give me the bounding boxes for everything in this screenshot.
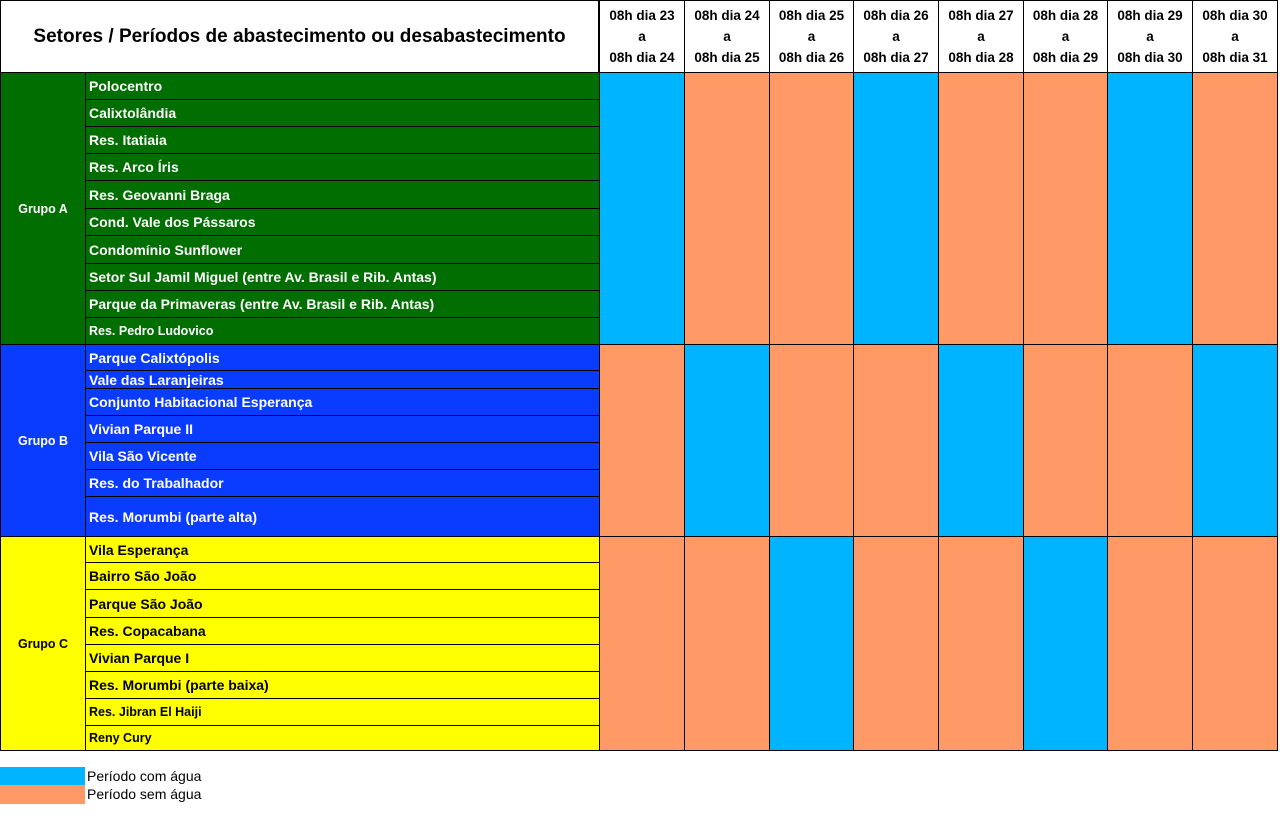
- sector-name-text: Res. Morumbi (parte baixa): [89, 677, 269, 693]
- status-sem-agua: [1023, 344, 1108, 537]
- status-com-agua: [1023, 536, 1108, 751]
- period-end: 08h dia 30: [1117, 50, 1183, 65]
- sector-name-text: Parque São João: [89, 595, 203, 612]
- sector-name: [85, 153, 600, 181]
- status-sem-agua: [599, 344, 685, 537]
- sector-name-text: Parque Calixtópolis: [89, 349, 220, 366]
- sector-name-text: Res. Morumbi (parte alta): [89, 508, 258, 525]
- period-end: 08h dia 31: [1202, 50, 1268, 65]
- status-sem-agua: [1023, 72, 1108, 345]
- period-end: 08h dia 27: [863, 50, 929, 65]
- status-sem-agua: [1107, 344, 1193, 537]
- sector-name: [85, 290, 600, 318]
- sector-name-text: Bairro São João: [89, 568, 197, 584]
- sector-name-text: Reny Cury: [89, 731, 152, 745]
- status-sem-agua: [769, 72, 854, 345]
- sector-name-text: Calixtolândia: [89, 105, 177, 121]
- status-sem-agua: [684, 536, 770, 751]
- period-header-4: [853, 0, 939, 73]
- status-com-agua: [684, 344, 770, 537]
- sector-name-text: Res. Jibran El Haiji: [89, 705, 202, 719]
- sector-name: [85, 469, 600, 497]
- status-com-agua: [853, 72, 939, 345]
- period-separator: a: [638, 29, 646, 44]
- sector-name-text: Res. Copacabana: [89, 623, 206, 639]
- sector-name-text: Res. Arco Íris: [89, 159, 179, 175]
- sector-name: [85, 180, 600, 209]
- group-label-text: Grupo C: [18, 636, 68, 651]
- sector-name-text: Vila São Vicente: [89, 448, 197, 464]
- sector-name: [85, 671, 600, 699]
- status-com-agua: [1192, 344, 1278, 537]
- sector-name-text: Conjunto Habitacional Esperança: [89, 394, 313, 410]
- sector-name-text: Setor Sul Jamil Miguel (entre Av. Brasil e Rib. Antas): [89, 269, 437, 285]
- sector-name: [85, 72, 600, 100]
- status-sem-agua: [853, 344, 939, 537]
- period-header-2: [684, 0, 770, 73]
- legend-swatch-sem: [0, 785, 85, 804]
- sector-name: [85, 562, 600, 590]
- status-com-agua: [1107, 72, 1193, 345]
- sector-name-text: Vivian Parque I: [89, 650, 190, 666]
- period-header-1: [599, 0, 685, 73]
- legend-label: Período sem água: [87, 786, 202, 802]
- sector-name-text: Vila Esperança: [89, 541, 189, 558]
- sector-name-text: Res. Geovanni Braga: [89, 186, 230, 203]
- status-com-agua: [599, 72, 685, 345]
- period-header-6: [1023, 0, 1108, 73]
- status-sem-agua: [684, 72, 770, 345]
- period-start: 08h dia 26: [863, 8, 929, 23]
- sector-name-text: Condomínio Sunflower: [89, 241, 243, 258]
- sector-name: [85, 263, 600, 291]
- sector-name-text: Cond. Vale dos Pássaros: [89, 214, 256, 230]
- group-label-text: Grupo B: [18, 433, 68, 448]
- status-com-agua: [769, 536, 854, 751]
- period-separator: a: [892, 29, 900, 44]
- status-sem-agua: [1192, 536, 1278, 751]
- period-separator: a: [1061, 29, 1070, 44]
- period-start: 08h dia 24: [694, 8, 760, 23]
- sector-name: [85, 99, 600, 127]
- sector-name-text: Res. Itatiaia: [89, 132, 167, 148]
- sector-name: [85, 496, 600, 537]
- period-separator: a: [1146, 29, 1154, 44]
- sector-name: [85, 415, 600, 443]
- group-label-text: Grupo A: [18, 201, 68, 216]
- sector-name: [85, 617, 600, 645]
- status-sem-agua: [1107, 536, 1193, 751]
- legend-swatch-com: [0, 767, 85, 786]
- period-header-5: [938, 0, 1024, 73]
- period-end: 08h dia 26: [778, 50, 845, 65]
- sector-name: [85, 344, 600, 371]
- sector-name: [85, 698, 600, 726]
- sector-name: [85, 388, 600, 416]
- period-header-7: [1107, 0, 1193, 73]
- period-header-8: [1192, 0, 1278, 73]
- sector-name: [85, 536, 600, 563]
- period-start: 08h dia 28: [1032, 8, 1099, 23]
- group-label: [0, 72, 86, 345]
- period-start: 08h dia 30: [1202, 8, 1268, 23]
- sector-name-text: Vivian Parque II: [89, 421, 194, 437]
- group-label: [0, 344, 86, 537]
- period-separator: a: [723, 29, 731, 44]
- sector-name: [85, 644, 600, 672]
- period-end: 08h dia 24: [609, 50, 675, 65]
- group-label: [0, 536, 86, 751]
- table-title: [0, 0, 599, 73]
- sector-name-text: Vale das Laranjeiras: [89, 371, 224, 388]
- status-sem-agua: [938, 72, 1024, 345]
- sector-name: [85, 208, 600, 236]
- status-sem-agua: [769, 344, 854, 537]
- table-title-text: Setores / Períodos de abastecimento ou desabastecimento: [33, 25, 566, 47]
- sector-name: [85, 370, 600, 389]
- status-com-agua: [938, 344, 1024, 537]
- sector-name: [85, 126, 600, 154]
- status-sem-agua: [599, 536, 685, 751]
- period-header-3: [769, 0, 854, 73]
- sector-name-text: Parque da Primaveras (entre Av. Brasil e Rib. Antas): [89, 296, 435, 312]
- period-start: 08h dia 23: [609, 8, 675, 23]
- period-end: 08h dia 25: [694, 50, 760, 65]
- sector-name-text: Polocentro: [89, 78, 163, 94]
- sector-name-text: Res. do Trabalhador: [89, 475, 224, 491]
- sector-name: [85, 235, 600, 264]
- status-sem-agua: [853, 536, 939, 751]
- status-sem-agua: [938, 536, 1024, 751]
- sector-name: [85, 589, 600, 618]
- status-sem-agua: [1192, 72, 1278, 345]
- period-start: 08h dia 27: [948, 8, 1014, 23]
- legend-label: Período com água: [87, 768, 202, 784]
- period-start: 08h dia 29: [1117, 8, 1183, 23]
- sector-name: [85, 317, 600, 345]
- period-separator: a: [807, 29, 816, 44]
- sector-name-text: Res. Pedro Ludovico: [89, 324, 214, 338]
- sector-name: [85, 725, 600, 751]
- sector-name: [85, 442, 600, 470]
- period-separator: a: [1231, 29, 1239, 44]
- period-end: 08h dia 29: [1032, 50, 1099, 65]
- period-end: 08h dia 28: [948, 50, 1014, 65]
- period-start: 08h dia 25: [778, 8, 845, 23]
- period-separator: a: [977, 29, 985, 44]
